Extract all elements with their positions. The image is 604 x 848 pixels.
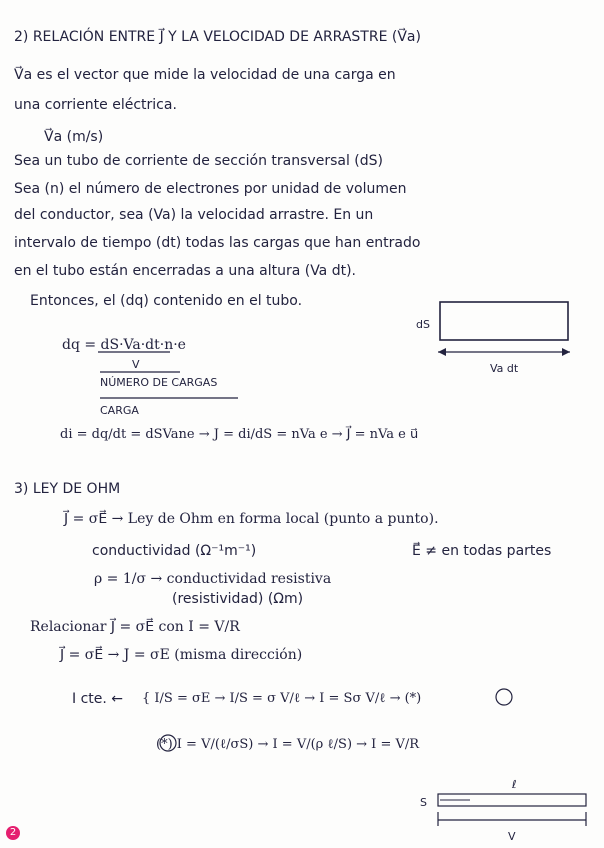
section-3-title: 3) LEY DE OHM [14,481,121,497]
label-v: V [132,358,140,371]
wire-section-label: S [420,796,427,809]
arrow-head-left [438,348,446,356]
field-note: E⃗ ≠ en todas partes [412,543,552,559]
star-circle [160,735,176,751]
label-charge: CARGA [100,404,139,417]
conductivity-line: conductividad (Ω⁻¹m⁻¹) [92,543,257,559]
text-line: V⃗a es el vector que mide la velocidad de una carga en [14,67,396,83]
text-line: del conductor, sea (Va) la velocidad arrastre. En un [14,207,374,223]
equation-dq: dq = dS·Va·dt·n·e [62,337,186,353]
text-line: en el tubo están encerradas a una altura (Va dt). [14,263,356,279]
text-line: una corriente eléctrica. [14,97,177,113]
wire-length-label: ℓ [512,778,517,791]
section-2-title: 2) RELACIÓN ENTRE J⃗ Y LA VELOCIDAD DE ARRASTRE (V⃗a) [14,29,421,45]
arrow-head-right [562,348,570,356]
constant-current: I cte. ← [72,691,124,707]
page-number-badge: 2 [6,826,20,840]
text-line: intervalo de tiempo (dt) todas las cargas que han entrado [14,235,421,251]
units-line: V⃗a (m/s) [44,129,104,145]
box-bottom-label: Va dt [490,362,519,375]
star-circle [496,689,512,705]
text-line: Sea (n) el número de electrones por unidad de volumen [14,181,407,197]
text-line: Entonces, el (dq) contenido en el tubo. [30,293,303,309]
final-ohm-law: (*) I = V/(ℓ/σS) → I = V/(ρ ℓ/S) → I = V/R [156,737,420,752]
text-line: Sea un tubo de corriente de sección transversal (dS) [14,153,383,169]
tube-box [440,302,568,340]
direction-line: J⃗ = σE⃗ → J = σE (misma dirección) [60,647,303,663]
equation-di: di = dq/dt = dSVane → J = di/dS = nVa e → J⃗ = nVa e u⃗ [60,427,419,442]
resistivity-line: ρ = 1/σ → conductividad resistiva [94,571,332,587]
wire-voltage-label: V [508,830,516,843]
derivation-line: { I/S = σE → I/S = σ V/ℓ → I = Sσ V/ℓ → (*) [142,691,422,706]
box-side-label: dS [416,318,430,331]
ohm-local-law: J⃗ = σE⃗ → Ley de Ohm en forma local (punto a punto). [64,511,439,527]
label-number-charges: NÚMERO DE CARGAS [100,376,218,389]
relate-line: Relacionar J⃗ = σE⃗ con I = V/R [30,619,240,635]
resistivity-units: (resistividad) (Ωm) [172,591,304,607]
